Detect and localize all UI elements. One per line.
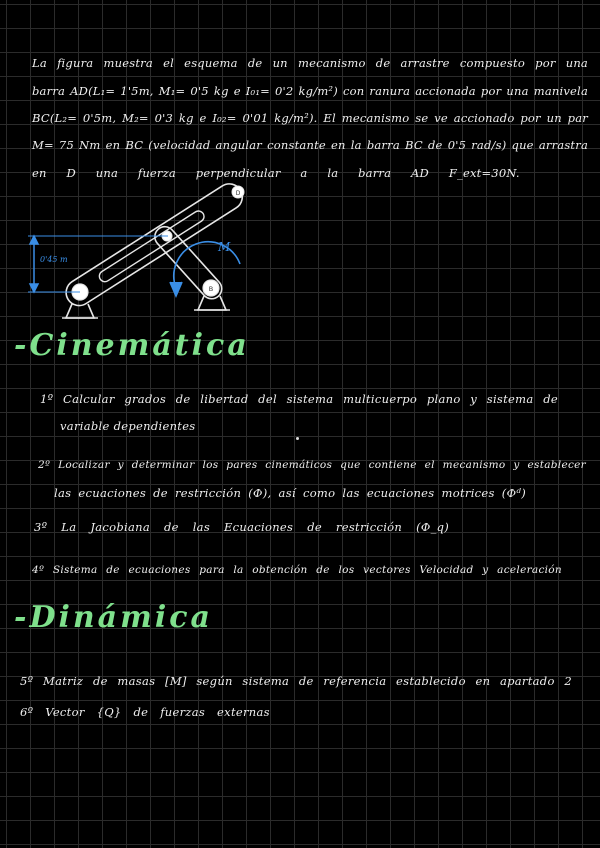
cinematica-item-3: 3º La Jacobiana de las Ecuaciones de restricción (Φ_q)	[34, 520, 450, 534]
intro-line-2: barra AD(L₁= 1'5m, M₁= 0'5 kg e I₀₁= 0'2 kg/m²) con ranura accionada por una manivela	[32, 84, 588, 98]
label-d: D	[235, 190, 241, 197]
heading-cinematica: -Cinemática	[14, 328, 250, 363]
intro-line-5: en D una fuerza perpendicular a la barra AD F_ext=30N.	[32, 166, 520, 180]
intro-line-4: M= 75 Nm en BC (velocidad angular constante en la barra BC de 0'5 rad/s) que arrastra	[32, 138, 588, 152]
heading-dinamica: -Dinámica	[14, 600, 213, 635]
cinematica-item-2-line-1: 2º Localizar y determinar los pares cinemáticos que contiene el mecanismo y establecer	[38, 459, 586, 471]
cinematica-item-1-line-2: variable dependientes	[60, 419, 196, 433]
dimension-label: 0'45 m	[40, 255, 68, 264]
dinamica-item-5: 5º Matriz de masas [M] según sistema de referencia establecido en apartado 2	[20, 674, 572, 688]
dinamica-item-6: 6º Vector {Q} de fuerzas externas	[20, 705, 270, 719]
cinematica-item-1-line-1: 1º Calcular grados de libertad del sistema multicuerpo plano y sistema de	[40, 392, 558, 406]
intro-line-1: La figura muestra el esquema de un mecanismo de arrastre compuesto por una	[32, 56, 588, 70]
intro-line-3: BC(L₂= 0'5m, M₂= 0'3 kg e I₀₂= 0'01 kg/m²). El mecanismo se ve accionado por un par	[32, 111, 588, 125]
cinematica-item-2-line-2: las ecuaciones de restricción (Φ), así como las ecuaciones motrices (Φᵈ)	[54, 486, 526, 500]
ink-dot	[296, 437, 299, 440]
label-b: B	[208, 285, 214, 293]
moment-label: M	[218, 240, 231, 254]
cinematica-item-4: 4º Sistema de ecuaciones para la obtención de los vectores Velocidad y aceleración	[32, 564, 562, 576]
